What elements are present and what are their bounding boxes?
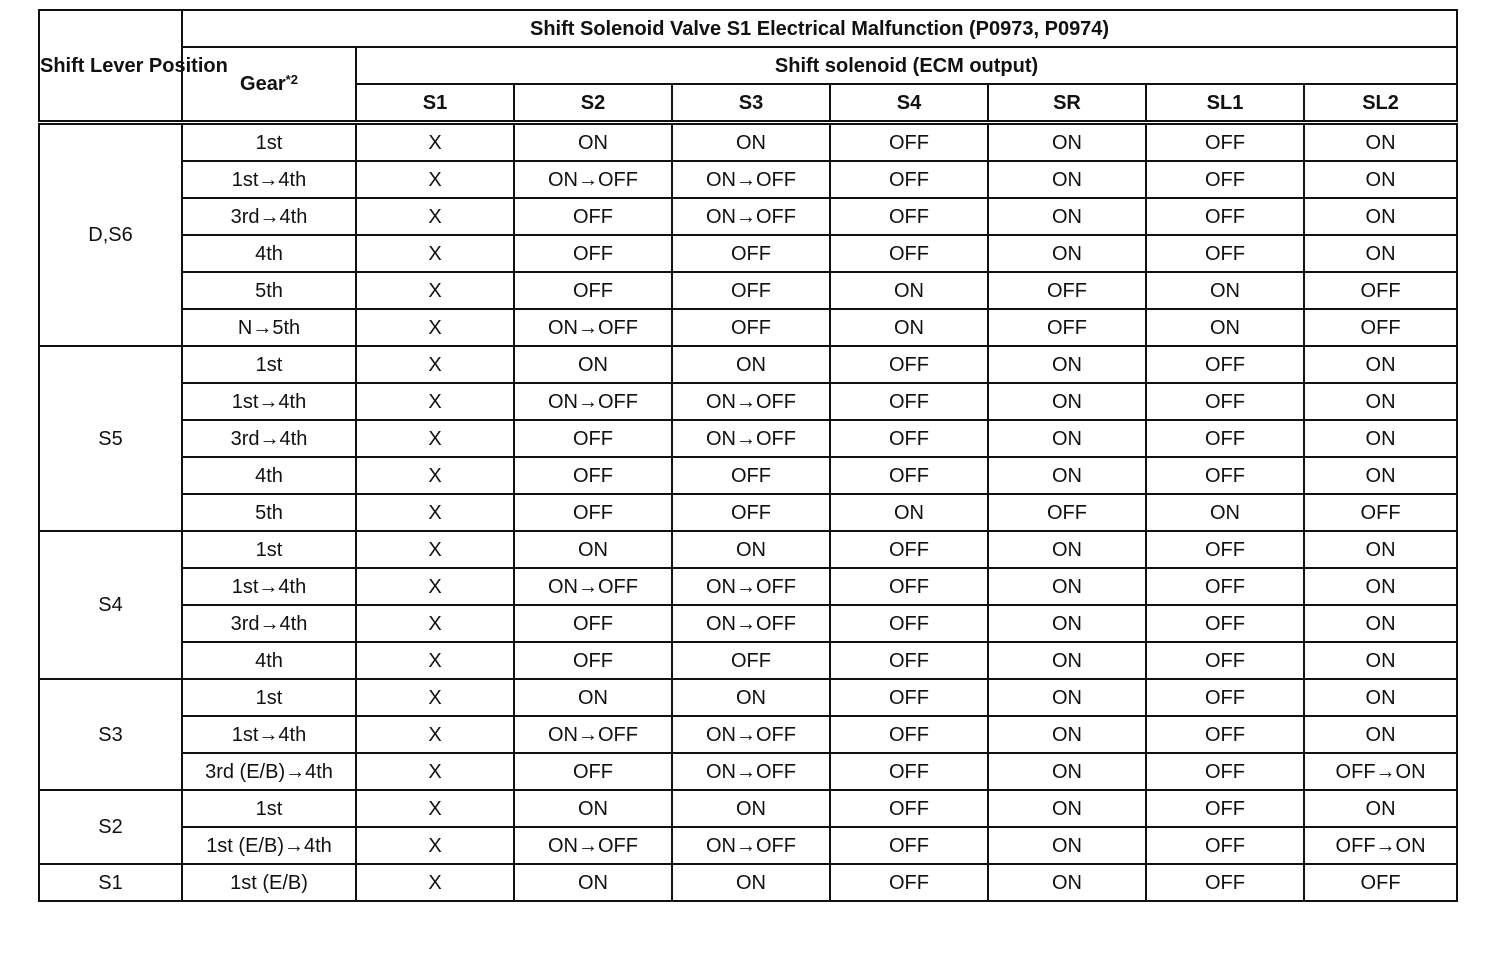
solenoid-value-cell: ON: [672, 790, 830, 827]
table-title: Shift Solenoid Valve S1 Electrical Malfunction (P0973, P0974): [182, 10, 1457, 47]
gear-cell: 4th: [182, 642, 356, 679]
solenoid-value-cell: OFF: [830, 457, 988, 494]
solenoid-value-cell: ON→OFF: [672, 827, 830, 864]
table-header: [39, 10, 1457, 123]
column-header: S3: [672, 84, 830, 123]
solenoid-value-cell: OFF: [830, 235, 988, 272]
solenoid-value-cell: ON: [514, 531, 672, 568]
gear-cell: 3rd→4th: [182, 420, 356, 457]
table-row: [39, 272, 1457, 309]
solenoid-value-cell: OFF→ON: [1304, 827, 1457, 864]
gear-cell: 1st→4th: [182, 568, 356, 605]
solenoid-value-cell: OFF: [514, 605, 672, 642]
gear-cell: 1st: [182, 531, 356, 568]
table-row: [39, 827, 1457, 864]
solenoid-value-cell: ON: [1304, 457, 1457, 494]
solenoid-value-cell: OFF: [1146, 679, 1304, 716]
table-body: [39, 123, 1457, 902]
gear-cell: 4th: [182, 235, 356, 272]
table-row: [39, 716, 1457, 753]
table-row: [39, 383, 1457, 420]
solenoid-value-cell: ON: [1304, 605, 1457, 642]
solenoid-value-cell: ON: [988, 161, 1146, 198]
solenoid-value-cell: X: [356, 161, 514, 198]
table-row: [39, 531, 1457, 568]
solenoid-value-cell: ON: [1304, 420, 1457, 457]
solenoid-value-cell: X: [356, 568, 514, 605]
solenoid-value-cell: OFF: [672, 457, 830, 494]
solenoid-value-cell: OFF: [672, 642, 830, 679]
column-header: SR: [988, 84, 1146, 123]
gear-cell: 1st→4th: [182, 383, 356, 420]
solenoid-value-cell: ON: [1304, 531, 1457, 568]
table-row: [39, 457, 1457, 494]
lever-position-cell: S4: [39, 531, 182, 679]
solenoid-value-cell: OFF: [830, 123, 988, 162]
solenoid-value-cell: OFF: [830, 864, 988, 901]
solenoid-value-cell: ON: [1304, 716, 1457, 753]
solenoid-value-cell: ON: [672, 531, 830, 568]
solenoid-value-cell: X: [356, 420, 514, 457]
table-row: [39, 161, 1457, 198]
solenoid-value-cell: X: [356, 272, 514, 309]
solenoid-value-cell: ON→OFF: [514, 827, 672, 864]
gear-header-note: *2: [285, 72, 298, 87]
solenoid-value-cell: ON: [672, 123, 830, 162]
solenoid-value-cell: OFF: [830, 679, 988, 716]
solenoid-value-cell: ON: [988, 827, 1146, 864]
solenoid-value-cell: OFF: [830, 383, 988, 420]
solenoid-value-cell: ON: [514, 790, 672, 827]
solenoid-value-cell: ON→OFF: [672, 161, 830, 198]
solenoid-value-cell: OFF: [1146, 568, 1304, 605]
gear-cell: 1st→4th: [182, 716, 356, 753]
solenoid-value-cell: ON: [514, 864, 672, 901]
gear-cell: 1st: [182, 123, 356, 162]
solenoid-value-cell: ON→OFF: [672, 198, 830, 235]
solenoid-value-cell: X: [356, 494, 514, 531]
solenoid-value-cell: OFF: [1146, 346, 1304, 383]
gear-cell: 1st: [182, 679, 356, 716]
solenoid-value-cell: ON: [988, 790, 1146, 827]
solenoid-value-cell: ON: [830, 272, 988, 309]
solenoid-value-cell: OFF: [1146, 420, 1304, 457]
solenoid-value-cell: ON: [1304, 123, 1457, 162]
solenoid-value-cell: X: [356, 864, 514, 901]
solenoid-value-cell: OFF: [988, 494, 1146, 531]
gear-cell: 3rd→4th: [182, 198, 356, 235]
solenoid-value-cell: ON: [988, 123, 1146, 162]
solenoid-value-cell: X: [356, 679, 514, 716]
table-row: [39, 605, 1457, 642]
solenoid-value-cell: OFF: [1146, 753, 1304, 790]
gear-cell: 1st→4th: [182, 161, 356, 198]
solenoid-value-cell: ON: [1304, 383, 1457, 420]
table-row: [39, 198, 1457, 235]
solenoid-value-cell: OFF: [1304, 272, 1457, 309]
gear-cell: 5th: [182, 494, 356, 531]
solenoid-value-cell: OFF: [1146, 161, 1304, 198]
table-row: [39, 346, 1457, 383]
solenoid-value-cell: X: [356, 827, 514, 864]
solenoid-value-cell: ON→OFF: [672, 383, 830, 420]
solenoid-value-cell: OFF: [830, 827, 988, 864]
solenoid-value-cell: OFF: [514, 235, 672, 272]
solenoid-value-cell: X: [356, 457, 514, 494]
solenoid-header: Shift solenoid (ECM output): [356, 47, 1457, 84]
solenoid-value-cell: OFF: [1146, 642, 1304, 679]
solenoid-value-cell: ON→OFF: [514, 568, 672, 605]
solenoid-value-cell: OFF: [1146, 716, 1304, 753]
solenoid-value-cell: ON→OFF: [514, 716, 672, 753]
solenoid-value-cell: ON: [1304, 346, 1457, 383]
solenoid-value-cell: OFF: [830, 346, 988, 383]
solenoid-value-cell: ON: [1304, 568, 1457, 605]
solenoid-value-cell: OFF: [1146, 198, 1304, 235]
solenoid-value-cell: OFF: [1146, 605, 1304, 642]
solenoid-value-cell: ON: [988, 235, 1146, 272]
solenoid-table: [38, 9, 1458, 902]
solenoid-value-cell: OFF: [830, 161, 988, 198]
gear-cell: 3rd (E/B)→4th: [182, 753, 356, 790]
solenoid-value-cell: ON: [514, 679, 672, 716]
solenoid-value-cell: X: [356, 531, 514, 568]
solenoid-value-cell: X: [356, 753, 514, 790]
solenoid-value-cell: ON: [988, 605, 1146, 642]
solenoid-value-cell: ON: [988, 383, 1146, 420]
lever-position-cell: S1: [39, 864, 182, 901]
solenoid-value-cell: ON: [672, 679, 830, 716]
solenoid-value-cell: ON: [988, 346, 1146, 383]
solenoid-value-cell: ON: [830, 309, 988, 346]
solenoid-value-cell: OFF: [514, 494, 672, 531]
lever-position-cell: S5: [39, 346, 182, 531]
gear-header-label: Gear: [240, 73, 286, 95]
solenoid-value-cell: X: [356, 309, 514, 346]
solenoid-value-cell: OFF: [1146, 790, 1304, 827]
solenoid-value-cell: OFF: [830, 420, 988, 457]
solenoid-value-cell: ON: [672, 346, 830, 383]
solenoid-value-cell: X: [356, 198, 514, 235]
solenoid-value-cell: ON: [1304, 235, 1457, 272]
solenoid-value-cell: ON→OFF: [514, 309, 672, 346]
solenoid-value-cell: X: [356, 346, 514, 383]
gear-cell: 1st (E/B): [182, 864, 356, 901]
solenoid-value-cell: OFF: [1146, 457, 1304, 494]
solenoid-value-cell: ON→OFF: [514, 161, 672, 198]
lever-position-header: [39, 10, 228, 123]
solenoid-value-cell: OFF: [514, 457, 672, 494]
solenoid-value-cell: OFF: [1146, 864, 1304, 901]
solenoid-value-cell: OFF: [672, 494, 830, 531]
solenoid-value-cell: ON: [988, 531, 1146, 568]
solenoid-value-cell: OFF: [672, 272, 830, 309]
solenoid-value-cell: X: [356, 716, 514, 753]
table-row: [39, 235, 1457, 272]
solenoid-value-cell: ON: [1304, 790, 1457, 827]
solenoid-value-cell: OFF→ON: [1304, 753, 1457, 790]
table-row: [39, 420, 1457, 457]
solenoid-value-cell: ON: [1304, 161, 1457, 198]
table-row: [39, 568, 1457, 605]
gear-cell: 3rd→4th: [182, 605, 356, 642]
solenoid-value-cell: ON→OFF: [672, 716, 830, 753]
column-header: S2: [514, 84, 672, 123]
solenoid-value-cell: X: [356, 790, 514, 827]
solenoid-value-cell: ON: [672, 864, 830, 901]
table-row: [39, 642, 1457, 679]
solenoid-value-cell: OFF: [830, 605, 988, 642]
solenoid-value-cell: ON→OFF: [672, 420, 830, 457]
solenoid-value-cell: OFF: [830, 531, 988, 568]
solenoid-value-cell: ON→OFF: [672, 568, 830, 605]
solenoid-value-cell: ON: [988, 753, 1146, 790]
table-row: [39, 753, 1457, 790]
table-row: [39, 123, 1457, 162]
solenoid-value-cell: OFF: [1146, 383, 1304, 420]
column-header: SL1: [1146, 84, 1304, 123]
gear-cell: 5th: [182, 272, 356, 309]
solenoid-value-cell: OFF: [1146, 123, 1304, 162]
solenoid-value-cell: OFF: [514, 420, 672, 457]
lever-position-cell: S3: [39, 679, 182, 790]
solenoid-value-cell: ON: [514, 123, 672, 162]
solenoid-value-cell: X: [356, 383, 514, 420]
solenoid-value-cell: ON: [1304, 198, 1457, 235]
solenoid-value-cell: ON: [1146, 272, 1304, 309]
solenoid-value-cell: OFF: [830, 642, 988, 679]
solenoid-value-cell: ON: [988, 716, 1146, 753]
gear-cell: 4th: [182, 457, 356, 494]
solenoid-value-cell: ON: [988, 679, 1146, 716]
solenoid-value-cell: ON: [830, 494, 988, 531]
solenoid-value-cell: ON→OFF: [672, 605, 830, 642]
solenoid-value-cell: X: [356, 642, 514, 679]
solenoid-value-cell: OFF: [988, 272, 1146, 309]
solenoid-value-cell: ON: [1146, 494, 1304, 531]
solenoid-value-cell: ON: [1304, 642, 1457, 679]
solenoid-value-cell: ON: [988, 198, 1146, 235]
solenoid-value-cell: ON: [988, 457, 1146, 494]
solenoid-value-cell: ON→OFF: [514, 383, 672, 420]
solenoid-value-cell: ON: [1304, 679, 1457, 716]
table-row: [39, 790, 1457, 827]
solenoid-value-cell: OFF: [672, 235, 830, 272]
gear-cell: 1st: [182, 790, 356, 827]
table-row: [39, 864, 1457, 901]
table-row: [39, 679, 1457, 716]
solenoid-value-cell: OFF: [830, 198, 988, 235]
column-header: SL2: [1304, 84, 1457, 123]
solenoid-value-cell: OFF: [988, 309, 1146, 346]
solenoid-value-cell: OFF: [830, 716, 988, 753]
solenoid-value-cell: ON: [988, 642, 1146, 679]
solenoid-value-cell: OFF: [514, 272, 672, 309]
solenoid-value-cell: OFF: [514, 642, 672, 679]
solenoid-value-cell: OFF: [514, 753, 672, 790]
solenoid-value-cell: OFF: [830, 568, 988, 605]
solenoid-value-cell: OFF: [514, 198, 672, 235]
table-row: [39, 309, 1457, 346]
solenoid-value-cell: ON: [988, 864, 1146, 901]
lever-position-cell: S2: [39, 790, 182, 864]
table-row: [39, 494, 1457, 531]
solenoid-value-cell: OFF: [830, 790, 988, 827]
solenoid-value-cell: OFF: [830, 753, 988, 790]
solenoid-value-cell: OFF: [1146, 531, 1304, 568]
solenoid-value-cell: OFF: [1146, 827, 1304, 864]
solenoid-value-cell: ON: [988, 420, 1146, 457]
gear-cell: N→5th: [182, 309, 356, 346]
lever-position-cell: D,S6: [39, 123, 182, 347]
gear-cell: 1st: [182, 346, 356, 383]
column-header: S4: [830, 84, 988, 123]
solenoid-value-cell: ON: [514, 346, 672, 383]
solenoid-value-cell: X: [356, 605, 514, 642]
solenoid-value-cell: X: [356, 123, 514, 162]
solenoid-value-cell: ON: [1146, 309, 1304, 346]
solenoid-value-cell: OFF: [1304, 494, 1457, 531]
lever-position-header-label: Shift Lever Position: [40, 54, 228, 77]
solenoid-value-cell: X: [356, 235, 514, 272]
column-header: S1: [356, 84, 514, 123]
solenoid-value-cell: ON→OFF: [672, 753, 830, 790]
gear-cell: 1st (E/B)→4th: [182, 827, 356, 864]
solenoid-value-cell: OFF: [1146, 235, 1304, 272]
solenoid-value-cell: OFF: [672, 309, 830, 346]
solenoid-value-cell: OFF: [1304, 309, 1457, 346]
solenoid-value-cell: ON: [988, 568, 1146, 605]
solenoid-value-cell: OFF: [1304, 864, 1457, 901]
